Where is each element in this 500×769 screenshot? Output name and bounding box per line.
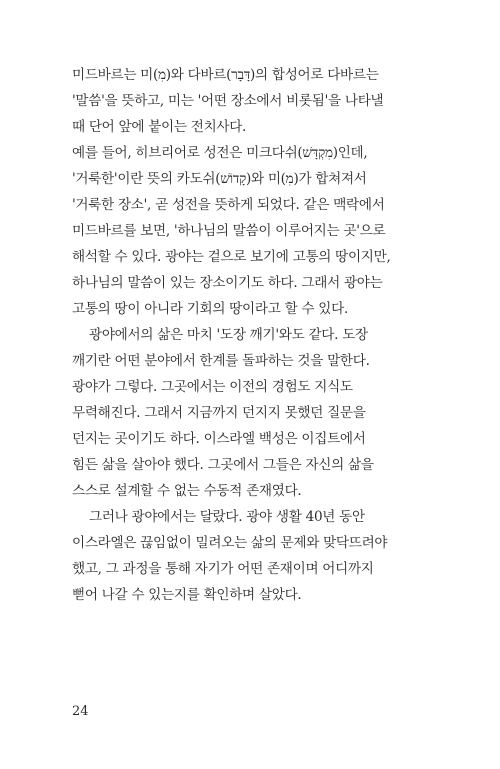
text-line: '거룩한 장소', 곧 성전을 뜻하게 되었다. 같은 맥락에서	[72, 197, 385, 213]
page-number: 24	[72, 704, 89, 719]
text-line: 했고, 그 과정을 통해 자기가 어떤 존재이며 어디까지	[72, 561, 374, 577]
text-line: 무력해진다. 그래서 지금까지 던지지 못했던 질문을	[72, 405, 366, 421]
text-line: 광야가 그렇다. 그곳에서는 이전의 경험도 지식도	[72, 379, 353, 395]
paragraph-start-line: 광야에서의 삶은 마치 '도장 깨기'와도 같다. 도장	[89, 327, 368, 343]
text-line: 예를 들어, 히브리어로 성전은 미크다쉬(מִקְדָּשׁ)인데,	[72, 145, 368, 161]
text-line: '말씀'을 뜻하고, 미는 '어떤 장소에서 비롯됨'을 나타낼	[72, 93, 384, 109]
text-line: 스스로 설계할 수 없는 수동적 존재였다.	[72, 483, 302, 499]
text-line: 던지는 곳이기도 하다. 이스라엘 백성은 이집트에서	[72, 431, 366, 447]
text-line: 해석할 수 있다. 광야는 겉으로 보기에 고통의 땅이지만,	[72, 249, 391, 265]
text-line: 이스라엘은 끊임없이 밀려오는 삶의 문제와 맞닥뜨려야	[72, 535, 388, 551]
paragraph-start-line: 그러나 광야에서는 달랐다. 광야 생활 40년 동안	[89, 509, 365, 525]
text-line: '거룩한'이란 뜻의 카도쉬(קָדוֹשׁ)와 미(מִ)가 합쳐져서	[72, 171, 367, 187]
text-line: 힘든 삶을 살아야 했다. 그곳에서 그들은 자신의 삶을	[72, 457, 374, 473]
text-line: 미드바르는 미(מִ)와 다바르(דָּבָר)의 합성어로 다바르는	[72, 67, 379, 83]
text-line: 뻗어 나갈 수 있는지를 확인하며 살았다.	[72, 587, 302, 603]
text-line: 미드바르를 보면, '하나님의 말씀이 이루어지는 곳'으로	[72, 223, 386, 239]
text-line: 고통의 땅이 아니라 기회의 땅이라고 할 수 있다.	[72, 301, 348, 317]
body-text	[72, 62, 432, 608]
text-line: 깨기란 어떤 분야에서 한계를 돌파하는 것을 말한다.	[72, 353, 370, 369]
text-line: 하나님의 말씀이 있는 장소이기도 하다. 그래서 광야는	[72, 275, 383, 291]
text-line: 때 단어 앞에 붙이는 전치사다.	[72, 119, 247, 135]
